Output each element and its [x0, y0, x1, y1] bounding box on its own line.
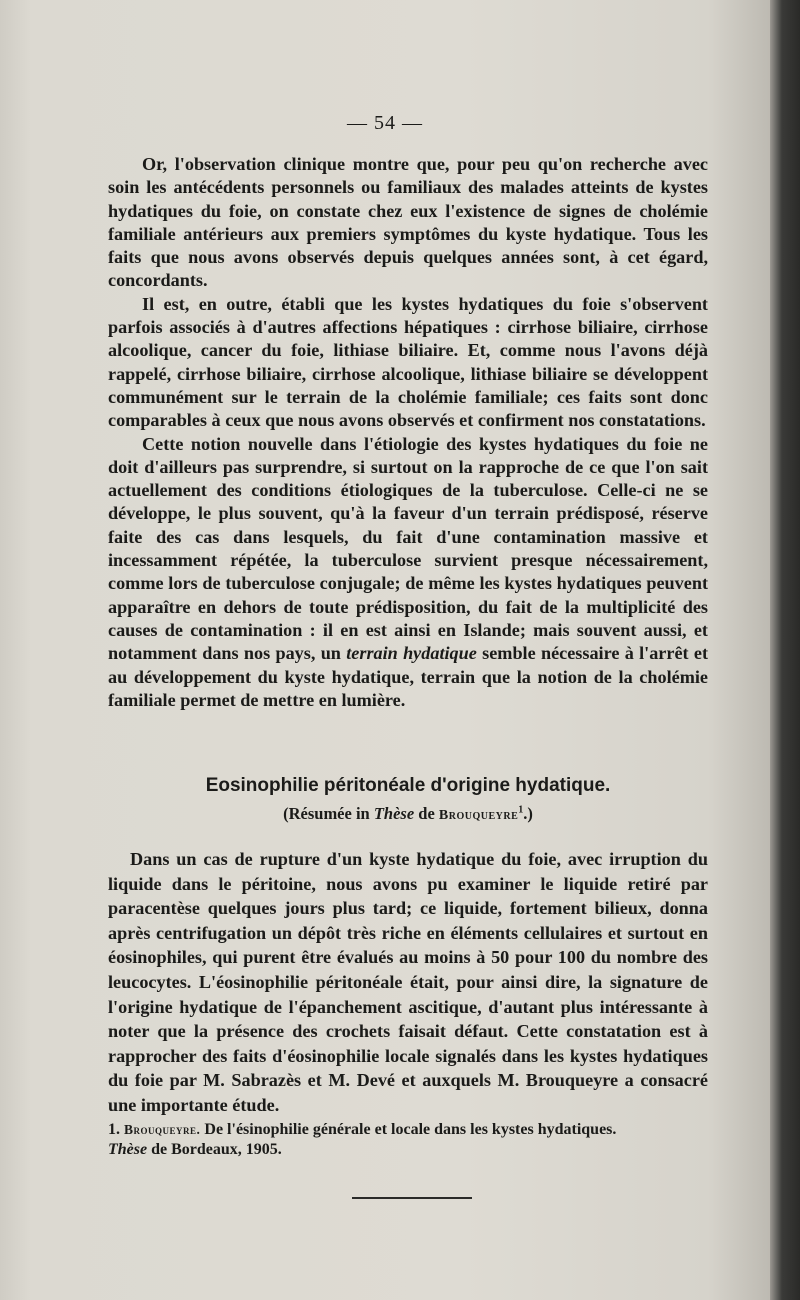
footnote-italic: Thèse: [108, 1141, 148, 1158]
page-edge-shadow: [770, 0, 800, 1300]
paragraph-3-before: Cette notion nouvelle dans l'étiologie des kystes hydatiques du foie ne doit d'ailleurs pas surprendre, si surtout on la rapproche de ce que l'on sait actuellement des conditions étiologiques de la tuberculose. Celle-ci ne se développe, le plus souvent, qu'à la faveur d'un terrain prédisposé, réserve faite des cas dans lesquels, du fait d'une contamination massive et incessamment répétée, la tuberculose survient presque nécessairement, comme lors de tuberculose conjugale; de même les kystes hydatiques peuvent apparaître en dehors de toute prédisposition, du fait de la multiplicité des causes de contamination : il en est ainsi en Islande; mais souvent aussi, et notamment dans nos pays, un: [108, 433, 708, 664]
summary-open: (Résumée in: [283, 804, 374, 823]
paragraph-4: Dans un cas de rupture d'un kyste hydatique du foie, avec irruption du liquide dans le péritoine, nous avons pu examiner le liquide retiré par paracentèse quelques jours plus tard; ce liquide, fortement bilieux, donna après centrifugation un dépôt très riche en éléments cellulaires et surtout en éosinophiles, qui purent être évalués au moins à 50 pour 100 du nombre des leucocytes. L'éosinophilie péritonéale était, pour ainsi dire, la signature de l'origine hydatique de l'épanchement ascitique, d'autant plus intéressante à noter que la présence des crochets faisait défaut. Cette constatation est à rapprocher des faits d'éosinophilie locale signalés dans les kystes hydatiques du foie par M. Sabrazès et M. Devé et auxquels M. Brouqueyre a consacré une importante étude.: [108, 849, 708, 1115]
summary-italic: Thèse: [373, 804, 415, 823]
summary-line: [108, 804, 708, 824]
section-text: [108, 847, 708, 1118]
section-heading: Eosinophilie péritonéale d'origine hydatique.: [205, 775, 611, 796]
summary-footnote-ref: 1: [518, 804, 524, 816]
paragraph-1: Or, l'observation clinique montre que, pour peu qu'on recherche avec soin les antécédents personnels ou familiaux des malades atteints de kystes hydatiques du foie, on constate chez eux l'existence de signes de cholémie familiale antérieurs aux premiers symptômes du kyste hydatique. Tous les faits que nous avons observés depuis quelques années sont, à cet égard, concordants.: [108, 154, 708, 291]
paragraph-3: [108, 433, 708, 713]
page-number: — 54 —: [347, 112, 423, 134]
paragraph-3-italic: terrain hydatique: [346, 643, 477, 664]
footnote-rest: de Bordeaux, 1905.: [147, 1141, 282, 1158]
footnote-author: Brouqueyre.: [124, 1122, 201, 1137]
closing-rule: [352, 1197, 472, 1199]
summary-author: Brouqueyre: [438, 808, 519, 823]
summary-close: .): [523, 804, 533, 823]
footnote-number: 1.: [108, 1121, 124, 1138]
main-text: [108, 153, 708, 712]
footnote-text: De l'ésinophilie générale et locale dans les kystes hydatiques.: [200, 1121, 617, 1138]
paragraph-3-after: semble nécessaire à l'arrêt et au développement du kyste hydatique, terrain que la notion de la cholémie familiale permet de mettre en lumière.: [108, 643, 709, 710]
footnote: [108, 1120, 714, 1160]
summary-mid: de: [414, 804, 439, 823]
paragraph-2: Il est, en outre, établi que les kystes hydatiques du foie s'observent parfois associés à d'autres affections hépatiques : cirrhose biliaire, cirrhose alcoolique, cancer du foie, lithiase biliaire. Et, comme nous l'avons déjà rappelé, cirrhose biliaire, cirrhose alcoolique, lithiase biliaire se développent communément sur le terrain de la cholémie familiale; ces faits sont donc comparables à ceux que nous avons observés et confirment nos constatations.: [108, 293, 708, 431]
